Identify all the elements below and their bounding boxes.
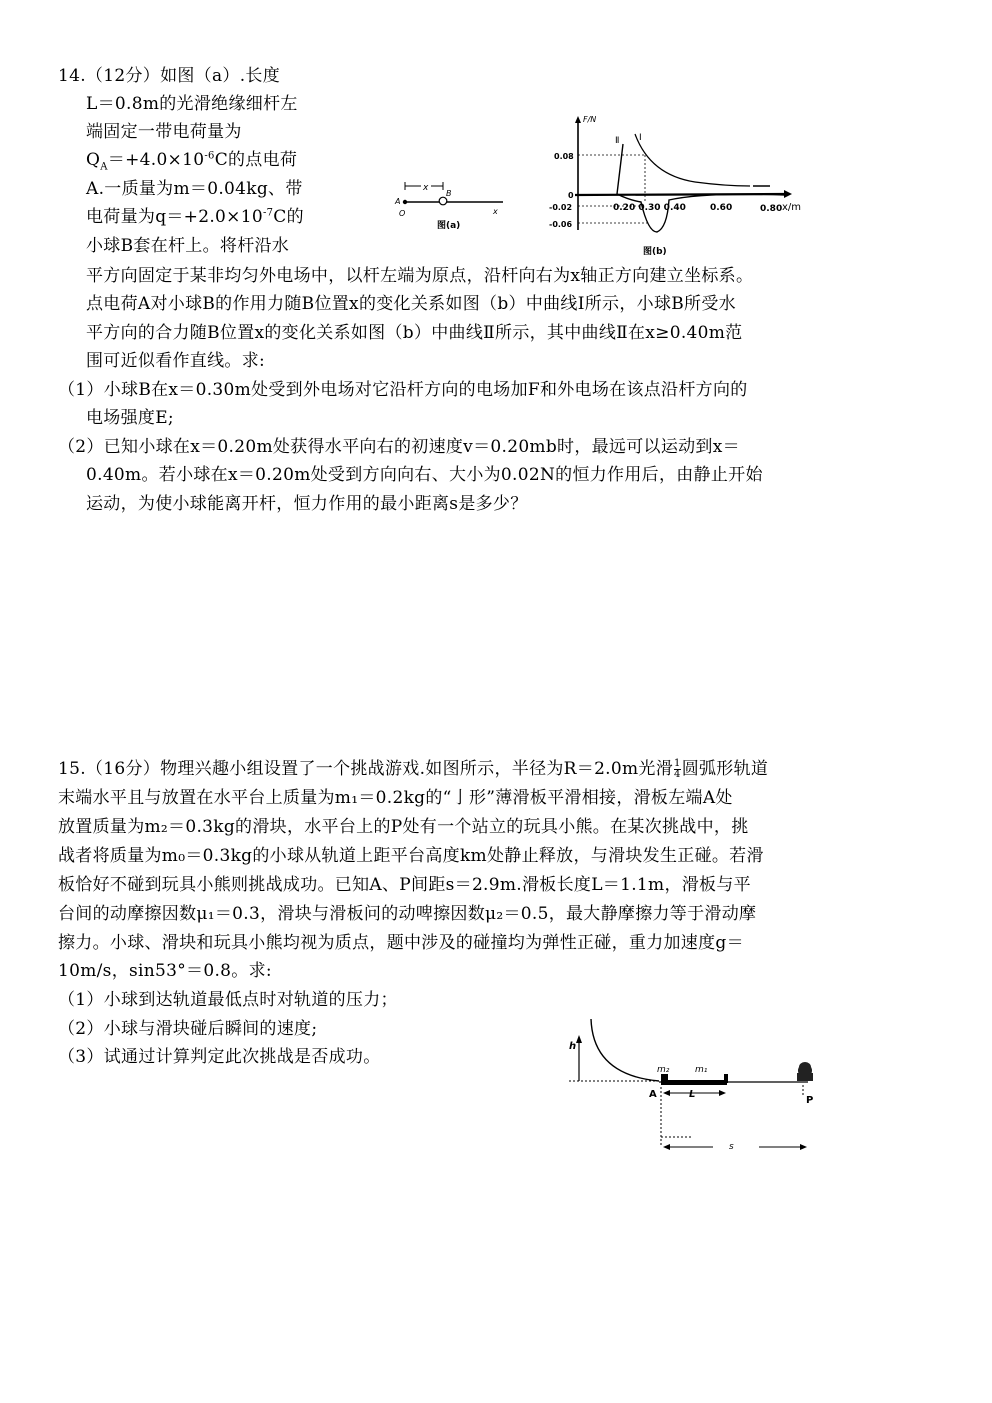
fig15-m2: m₂ xyxy=(657,1065,670,1075)
fig15-a: A xyxy=(649,1089,657,1100)
q15-line-7: 擦力。小球、滑块和玩具小熊均视为质点，题中涉及的碰撞均为弹性正碰，重力加速度g＝ xyxy=(58,933,744,953)
q15-part-2: （2）小球与滑块碰后瞬间的速度; xyxy=(58,1019,318,1039)
l-arrow-head-l xyxy=(663,1090,670,1096)
fig15-s: s xyxy=(729,1142,734,1152)
q15-line-1 xyxy=(58,755,768,783)
ball-b xyxy=(439,197,447,205)
curve-1 xyxy=(635,134,750,186)
q14-line-3-text: 的点电荷 xyxy=(228,150,298,170)
q14-part1-b: 电场强度E; xyxy=(86,408,174,428)
fig-b-y-zero: 0 xyxy=(568,191,574,200)
s-arrow-head-l xyxy=(663,1144,670,1150)
slide-board xyxy=(661,1080,727,1085)
bear-icon xyxy=(797,1062,813,1081)
q15-line-1b: 圆弧形轨道 xyxy=(681,759,769,779)
fig-b-ticks: 0.20 0.30 0.40 xyxy=(613,203,686,213)
fig-a-label-x: x xyxy=(493,207,498,216)
q15-part-3: （3）试通过计算判定此次挑战是否成功。 xyxy=(58,1047,381,1067)
q14-part1-a: （1）小球B在x＝0.30m处受到外电场对它沿杆方向的电场加F和外电场在该点沿杆方向的 xyxy=(58,380,748,400)
curve-2 xyxy=(617,144,785,232)
fig15-m1: m₁ xyxy=(695,1065,708,1075)
figure-b xyxy=(545,110,807,258)
q14-line-1: L＝0.8m的光滑绝缘细杆左 xyxy=(86,94,298,114)
q14-part2-b: 0.40m。若小球在x＝0.20m处受到方向向右、大小为0.02N的恒力作用后，由静止开始 xyxy=(86,465,763,485)
fig-b-caption: 图(b) xyxy=(643,247,667,257)
fig-b-curve2-label: Ⅱ xyxy=(615,136,620,146)
frac-num: 1 xyxy=(674,758,681,769)
q14-line-2: 端固定一带电荷量为 xyxy=(86,122,242,142)
q14-line-3 xyxy=(86,146,297,174)
q15-line-8: 10m/s，sin53°＝0.8。求: xyxy=(58,961,272,981)
frac-den: 4 xyxy=(674,769,681,780)
fig-b-ylabel: F/N xyxy=(583,115,597,124)
fig-a-label-a: A xyxy=(395,197,401,206)
fig-b-y-pos: 0.08 xyxy=(554,152,574,161)
fig15-h: h xyxy=(569,1041,577,1052)
q14-part2-c: 运动，为使小球能离开杆，恒力作用的最小距离s是多少？ xyxy=(86,494,528,514)
q14-line-4: A.一质量为m＝0.04kg、带 xyxy=(86,179,303,199)
qa-value: ＝+4.0×10 xyxy=(107,150,205,170)
q14-head: 14.（12分）如图（a）.长度 xyxy=(58,66,281,86)
fig-a-label-o: O xyxy=(399,209,406,218)
fig-b-y-neg2: -0.06 xyxy=(549,220,573,229)
q15-line-4: 战者将质量为m₀＝0.3kg的小球从轨道上距平台高度km处静止释放，与滑块发生正碰。若滑 xyxy=(58,846,764,866)
q15-line-2: 末端水平且与放置在水平台上质量为m₁＝0.2kg的“亅形”薄滑板平滑相接，滑板左端A处 xyxy=(58,788,733,808)
fig-a-label-b: B xyxy=(446,189,452,198)
q14-full-4: 围可近似看作直线。求: xyxy=(86,351,266,371)
slide-block xyxy=(661,1074,668,1081)
q15-line-5: 板恰好不碰到玩具小熊则挑战成功。已知A、P间距s＝2.9m.滑板长度L＝1.1m，滑板与平 xyxy=(58,875,751,895)
q15-line-3: 放置质量为m₂＝0.3kg的滑块，水平台上的P处有一个站立的玩具小熊。在某次挑战中，挑 xyxy=(58,817,749,837)
fig-b-xunit: x/m xyxy=(782,202,802,213)
s-arrow-head-r xyxy=(800,1144,807,1150)
l-arrow-head-r xyxy=(719,1090,726,1096)
qa-exp: -6 xyxy=(204,150,215,162)
charge-a xyxy=(403,200,407,204)
fig-b-x-arrow xyxy=(784,190,792,198)
fig-b-t60: 0.60 xyxy=(710,203,733,213)
q14-part2-a: （2）已知小球在x＝0.20m处获得水平向右的初速度v＝0.20mb时，最远可以运动到x＝ xyxy=(58,437,740,457)
q14-full-1: 平方向固定于某非均匀外电场中，以杆左端为原点，沿杆向右为x轴正方向建立坐标系。 xyxy=(86,266,754,286)
fig-b-curve1-label: Ⅰ xyxy=(639,133,642,143)
h-arrow-head xyxy=(576,1035,582,1043)
arc-track xyxy=(591,1019,659,1081)
fig-b-y-arrow xyxy=(575,116,581,123)
figure-q15 xyxy=(563,1015,823,1155)
q15-line-6: 台间的动摩擦因数μ₁＝0.3，滑块与滑板问的动啤擦因数μ₂＝0.5，最大静摩擦力等于滑动摩 xyxy=(58,904,757,924)
qa-symbol: Q xyxy=(86,150,101,170)
q14-full-2: 点电荷A对小球B的作用力随B位置x的变化关系如图（b）中曲线Ⅰ所示，小球B所受水 xyxy=(86,294,736,314)
quarter-fraction xyxy=(674,759,681,780)
q15-part-1: （1）小球到达轨道最低点时对轨道的压力； xyxy=(58,990,398,1010)
board-end xyxy=(724,1074,728,1083)
q14-full-3: 平方向的合力随B位置x的变化关系如图（b）中曲线Ⅱ所示，其中曲线Ⅱ在x≥0.40m范 xyxy=(86,323,743,343)
q14-line-5-text: 电荷量为q＝+2.0×10 xyxy=(86,207,263,227)
fig-b-y-neg1: -0.02 xyxy=(549,203,573,212)
q15-line-1a: 15.（16分）物理兴趣小组设置了一个挑战游戏.如图所示，半径为R＝2.0m光滑 xyxy=(58,759,674,779)
qa-unit: C xyxy=(214,150,228,170)
q14-line-6: 小球B套在杆上。将杆沿水 xyxy=(86,236,290,256)
fig-a-label-xx: x xyxy=(423,183,429,193)
q-unit: C的 xyxy=(273,207,304,227)
q14-line-5 xyxy=(86,203,304,231)
figure-a xyxy=(393,178,513,238)
fig-a-caption: 图(a) xyxy=(437,221,461,231)
q-exp: -7 xyxy=(262,207,274,219)
qa-sub: A xyxy=(100,161,108,173)
fig15-p: P xyxy=(806,1095,814,1106)
fig-b-t80: 0.80 xyxy=(760,204,783,214)
fig15-l: L xyxy=(689,1089,696,1100)
